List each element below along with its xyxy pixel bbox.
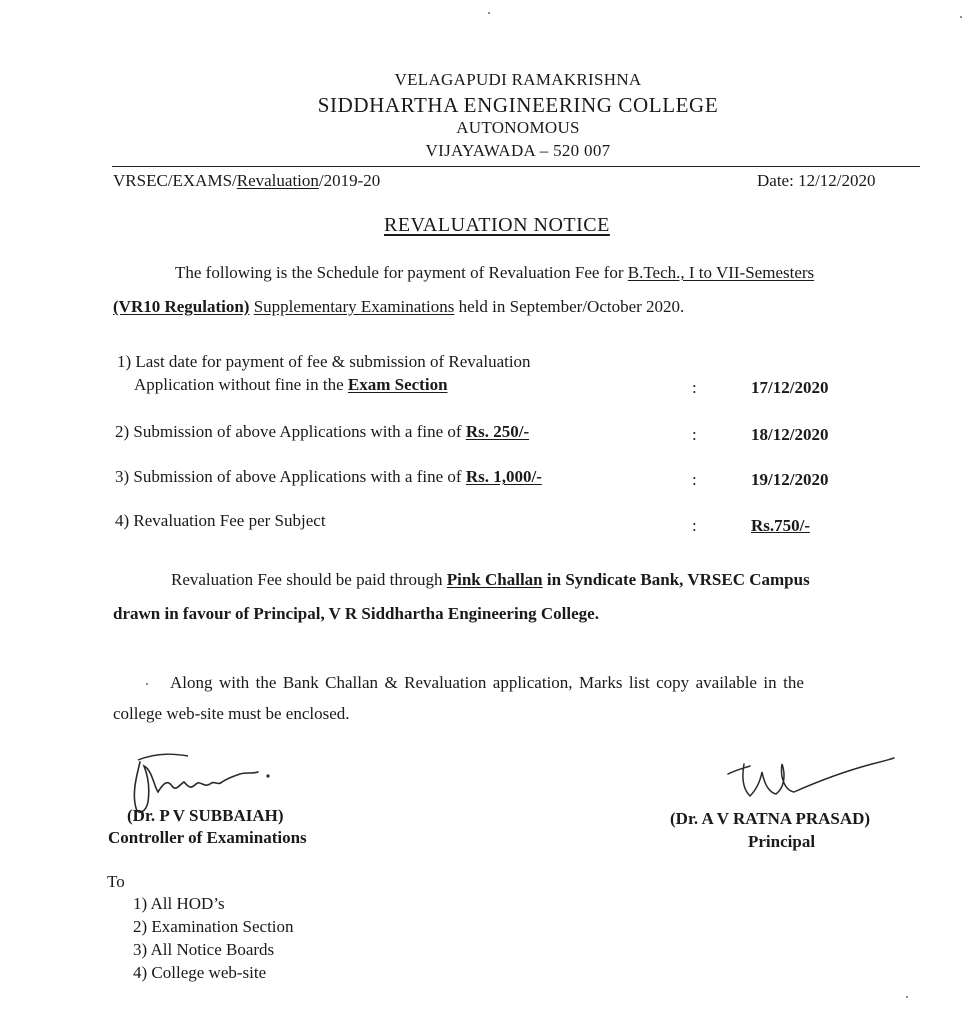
recipient-item: 3) All Notice Boards (133, 940, 275, 959)
recipient-item: 2) Examination Section (133, 917, 294, 936)
schedule-item-2-date: 18/12/2020 (751, 425, 829, 444)
scan-speck (906, 996, 908, 998)
college-name-line2: SIDDHARTHA ENGINEERING COLLEGE (317, 93, 719, 117)
schedule-item-3-colon: : (692, 470, 697, 489)
controller-name: (Dr. P V SUBBAIAH) (127, 806, 284, 825)
notice-date: Date: 12/12/2020 (757, 171, 876, 190)
schedule-item-1-date: 17/12/2020 (751, 378, 829, 397)
recipient-item: 4) College web-site (133, 963, 267, 982)
schedule-item-1-line2: Application without fine in the Exam Section (134, 375, 448, 394)
schedule-item-1-line1: 1) Last date for payment of fee & submission of Revaluation (117, 352, 531, 371)
course-name: B.Tech., I to VII-Semesters (627, 263, 815, 282)
exam-type: Supplementary Examinations (253, 297, 455, 316)
payment-line2: drawn in favour of Principal, V R Siddhartha Engineering College. (113, 604, 599, 623)
regulation: (VR10 Regulation) (113, 297, 250, 316)
schedule-item-2: 2) Submission of above Applications with a fine of Rs. 250/- (115, 422, 530, 441)
schedule-item-1-colon: : (692, 378, 697, 397)
enclosure-line2: college web-site must be enclosed. (113, 704, 350, 723)
schedule-item-3: 3) Submission of above Applications with a fine of Rs. 1,000/- (115, 467, 542, 486)
schedule-item-4: 4) Revaluation Fee per Subject (115, 511, 326, 530)
principal-signature (722, 752, 902, 802)
recipients-heading: To (107, 872, 125, 891)
schedule-item-2-colon: : (692, 425, 697, 444)
college-name-line1: VELAGAPUDI RAMAKRISHNA (394, 70, 642, 89)
payment-line1: Revaluation Fee should be paid through Pink Challan in Syndicate Bank, VRSEC Campus (171, 570, 810, 589)
reference-number: VRSEC/EXAMS/Revaluation/2019-20 (113, 171, 381, 190)
schedule-item-3-date: 19/12/2020 (751, 470, 829, 489)
schedule-item-4-colon: : (692, 516, 697, 535)
schedule-item-4-fee: Rs.750/- (751, 516, 811, 535)
notice-title: REVALUATION NOTICE (384, 214, 610, 236)
scan-speck (960, 16, 962, 18)
principal-title: Principal (748, 832, 816, 851)
pink-challan: Pink Challan (446, 570, 543, 589)
principal-name: (Dr. A V RATNA PRASAD) (670, 809, 871, 828)
scan-speck (146, 683, 148, 685)
intro-line1: The following is the Schedule for payment of Revaluation Fee for B.Tech., I to VII-Semesters (175, 263, 815, 282)
college-address: VIJAYAWADA – 520 007 (425, 141, 611, 160)
college-status: AUTONOMOUS (456, 118, 580, 137)
controller-title: Controller of Examinations (108, 828, 307, 847)
header-rule (112, 166, 920, 167)
intro-line2: (VR10 Regulation) Supplementary Examinations held in September/October 2020. (113, 297, 685, 316)
scan-speck (488, 12, 490, 14)
recipient-item: 1) All HOD’s (133, 894, 225, 913)
enclosure-line1: Along with the Bank Challan & Revaluation application, Marks list copy available in the (170, 673, 804, 692)
